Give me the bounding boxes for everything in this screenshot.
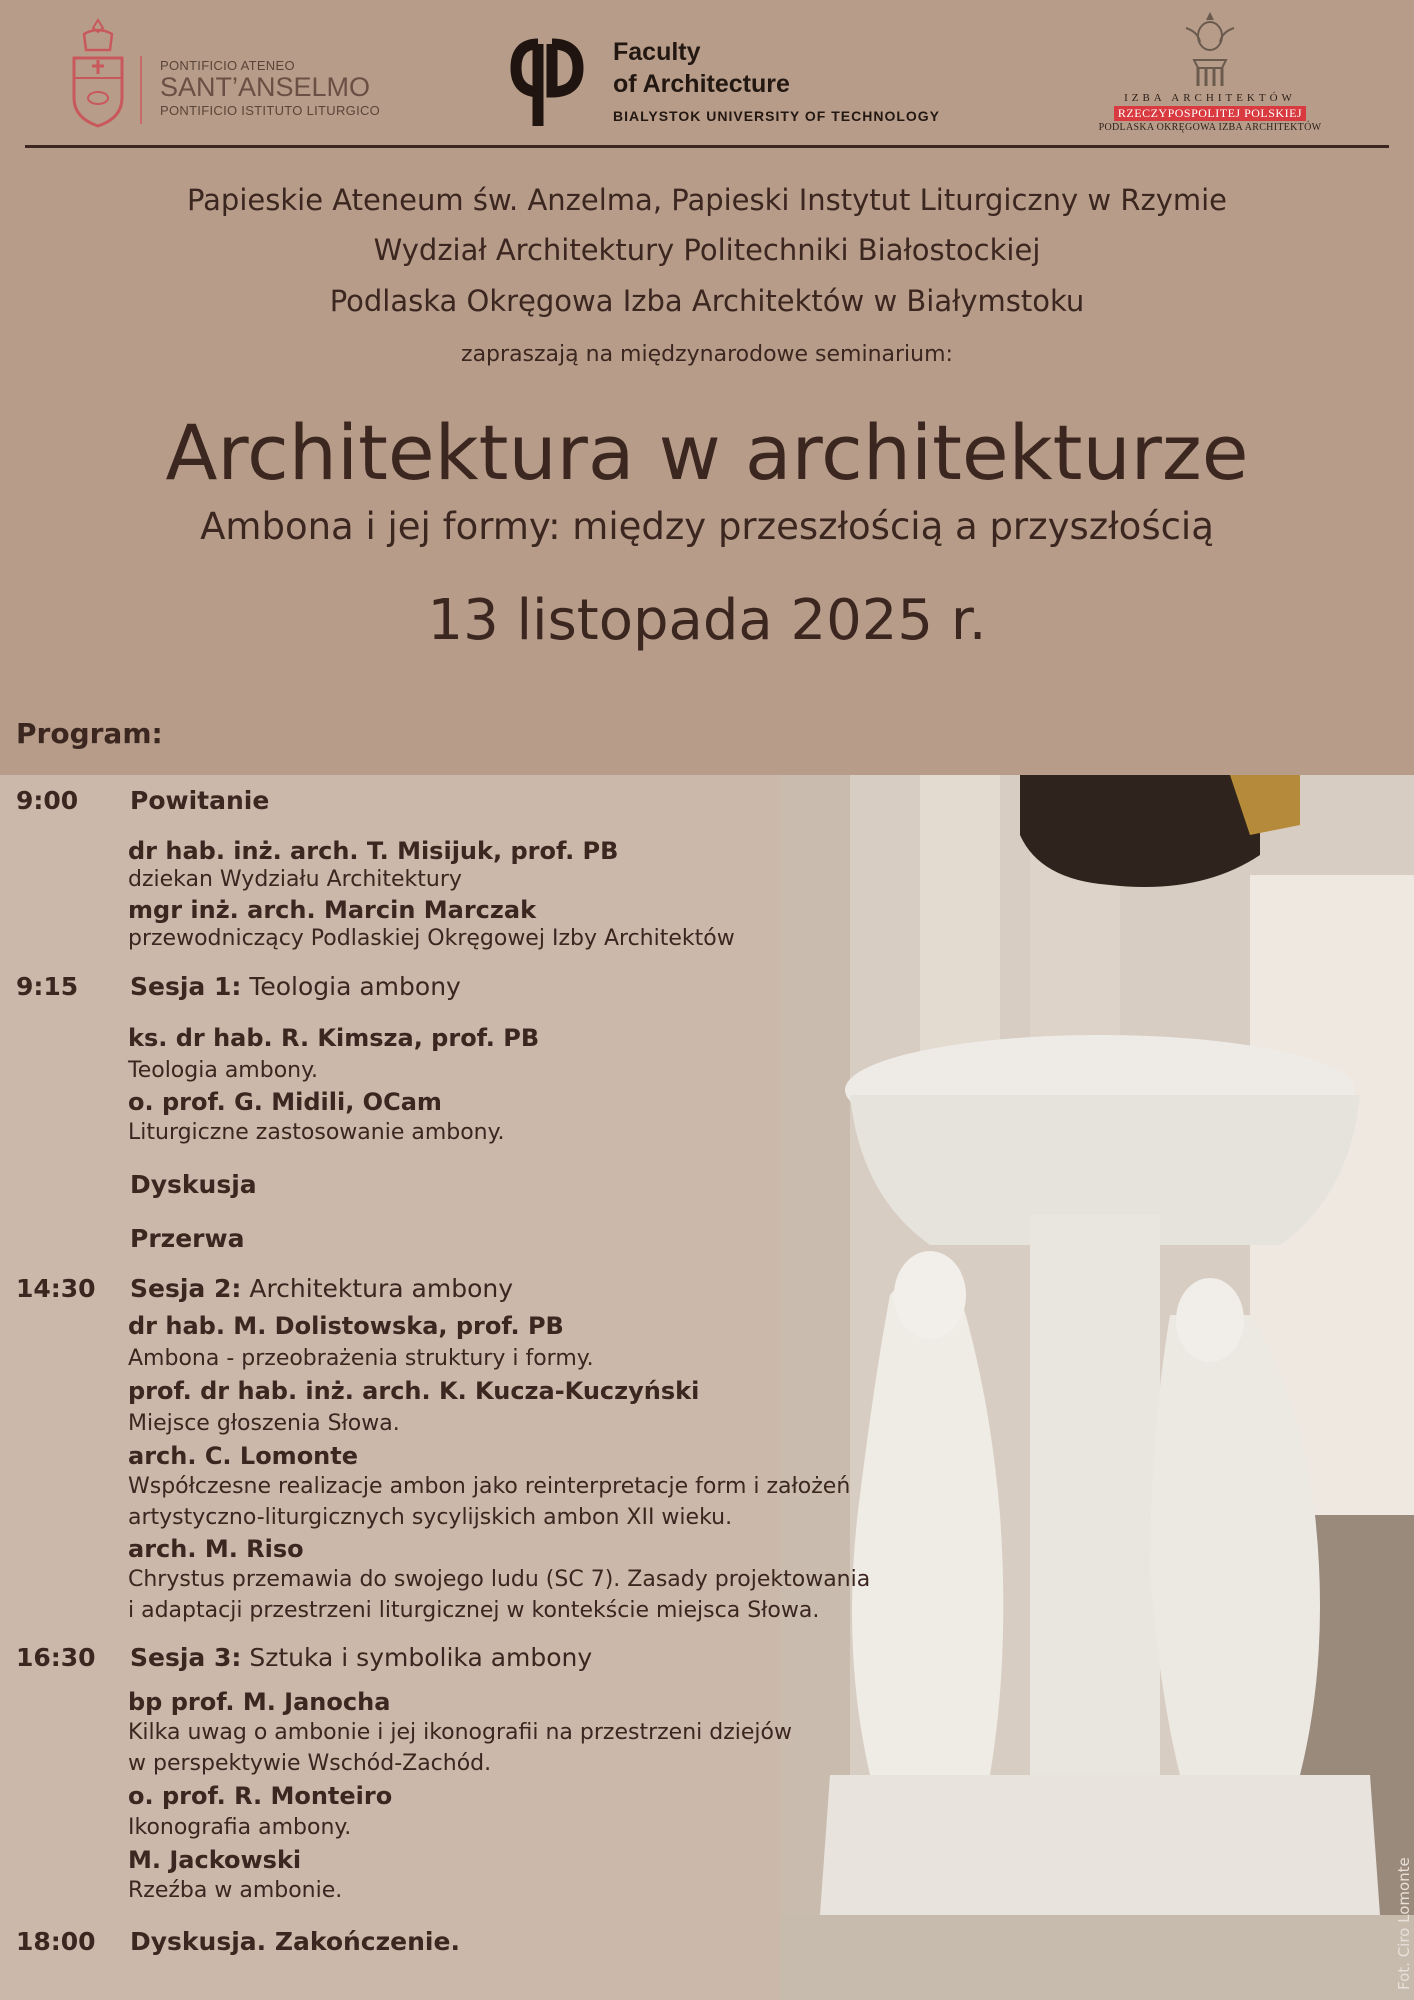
talk-lomonte-line1: Współczesne realizacje ambon jako reinterpretacje form i założeń [128,1474,851,1499]
talk-kimsza: Teologia ambony. [128,1058,318,1083]
izba-line1: IZBA ARCHITEKTÓW [1124,92,1296,104]
time-1630: 16:30 [16,1643,96,1672]
session-3-topic: Sztuka i symbolika ambony [241,1643,593,1672]
seminar-subtitle: Ambona i jej formy: między przeszłością a przyszłością [200,505,1214,548]
talk-riso-line2: i adaptacji przestrzeni liturgicznej w kontekście miejsca Słowa. [128,1598,820,1623]
speaker-monteiro: o. prof. R. Monteiro [128,1782,393,1810]
discussion-label: Dyskusja [130,1170,257,1199]
session-2-label: Sesja 2: [130,1274,242,1303]
header-divider [25,145,1389,148]
santanselmo-line1: PONTIFICIO ATENEO [160,58,295,73]
time-1430: 14:30 [16,1274,96,1303]
speaker-janocha: bp prof. M. Janocha [128,1688,391,1716]
speaker-lomonte: arch. C. Lomonte [128,1442,359,1470]
institution-line-2: Wydział Architektury Politechniki Białostockiej [373,233,1041,267]
talk-dolistowska: Ambona - przeobrażenia struktury i formy. [128,1346,594,1371]
speaker-marczak-role: przewodniczący Podlaskiej Okręgowej Izby Architektów [128,926,735,951]
eagle-emblem-icon [1182,8,1238,88]
time-0900: 9:00 [16,786,79,815]
izba-line2: RZECZYPOSPOLITEJ POLSKIEJ [1114,106,1306,121]
faculty-line1: Faculty [613,38,701,66]
speaker-marczak: mgr inż. arch. Marcin Marczak [128,896,537,924]
speaker-misijuk-role: dziekan Wydziału Architektury [128,867,462,892]
seminar-date: 13 listopada 2025 r. [427,588,987,653]
session-1-label: Sesja 1: [130,972,242,1001]
santanselmo-crest-icon [70,18,126,128]
pulpit-photo [780,775,1414,2000]
talk-kucza-kuczynski: Miejsce głoszenia Słowa. [128,1411,400,1436]
talk-janocha-line1: Kilka uwag o ambonie i jej ikonografii na przestrzeni dziejów [128,1720,792,1745]
santanselmo-logo-text [160,58,380,118]
speaker-dolistowska: dr hab. M. Dolistowska, prof. PB [128,1312,564,1340]
speaker-midili: o. prof. G. Midili, OCam [128,1088,442,1116]
session-2-title [130,1274,513,1303]
session-welcome: Powitanie [130,786,270,815]
izba-line3: PODLASKA OKRĘGOWA IZBA ARCHITEKTÓW [1098,122,1322,133]
faculty-line2: of Architecture [613,70,790,98]
faculty-logo-icon [508,36,584,128]
session-3-title [130,1643,592,1672]
faculty-logo-text [613,36,940,124]
speaker-misijuk: dr hab. inż. arch. T. Misijuk, prof. PB [128,837,619,865]
talk-jackowski: Rzeźba w ambonie. [128,1878,343,1903]
invitation-text: zapraszają na międzynarodowe seminarium: [461,342,953,367]
session-2-topic: Architektura ambony [241,1274,514,1303]
photo-credit: Fot. Ciro Lomonte [1395,1857,1413,1990]
talk-monteiro: Ikonografia ambony. [128,1815,352,1840]
talk-lomonte-line2: artystyczno-liturgicznych sycylijskich ambon XII wieku. [128,1505,733,1530]
pulpit-illustration [780,775,1414,2000]
session-1-title [130,972,461,1001]
closing-label: Dyskusja. Zakończenie. [130,1927,460,1956]
santanselmo-line3: PONTIFICIO ISTITUTO LITURGICO [160,102,381,118]
speaker-riso: arch. M. Riso [128,1535,304,1563]
session-1-topic: Teologia ambony [241,972,461,1001]
time-0915: 9:15 [16,972,79,1001]
program-heading: Program: [16,717,163,750]
seminar-title: Architektura w architekturze [165,408,1249,497]
speaker-kimsza: ks. dr hab. R. Kimsza, prof. PB [128,1024,540,1052]
time-1800: 18:00 [16,1927,96,1956]
talk-midili: Liturgiczne zastosowanie ambony. [128,1120,505,1145]
speaker-kucza-kuczynski: prof. dr hab. inż. arch. K. Kucza-Kuczyński [128,1377,700,1405]
institution-line-1: Papieskie Ateneum św. Anzelma, Papieski Instytut Liturgiczny w Rzymie [186,183,1228,217]
faculty-line3: BIALYSTOK UNIVERSITY OF TECHNOLOGY [613,108,941,124]
speaker-jackowski: M. Jackowski [128,1846,302,1874]
talk-janocha-line2: w perspektywie Wschód-Zachód. [128,1751,492,1776]
institution-line-3: Podlaska Okręgowa Izba Architektów w Białymstoku [329,284,1085,318]
talk-riso-line1: Chrystus przemawia do swojego ludu (SC 7). Zasady projektowania [128,1567,871,1592]
izba-logo-text [1080,92,1340,133]
session-3-label: Sesja 3: [130,1643,242,1672]
santanselmo-divider [140,56,142,124]
break-label: Przerwa [130,1224,245,1253]
santanselmo-line2: SANT’ANSELMO [160,72,371,102]
